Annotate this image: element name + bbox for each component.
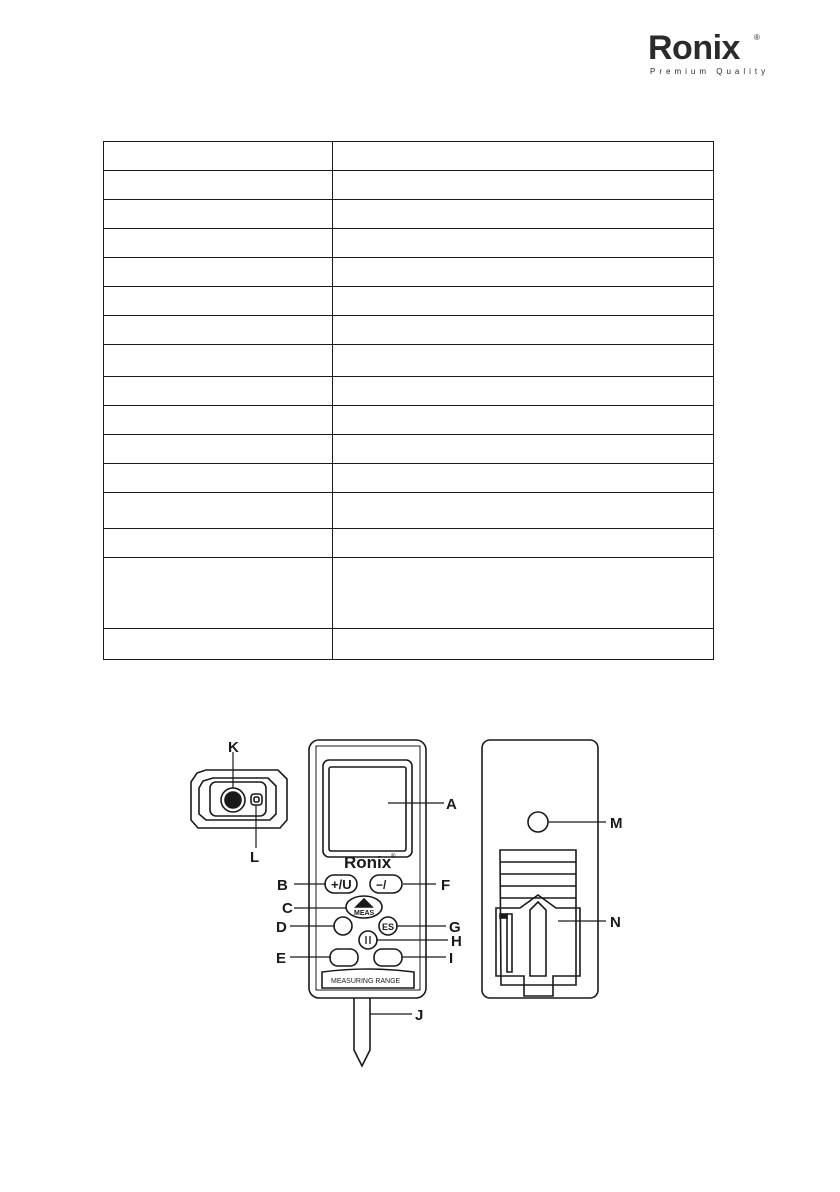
table-cell [333, 377, 714, 406]
table-cell [333, 345, 714, 377]
table-row [104, 435, 714, 464]
table-row [104, 464, 714, 493]
callout-n: N [610, 914, 621, 931]
es-label: ES [382, 922, 395, 932]
table-cell [104, 464, 333, 493]
callout-c: C [282, 900, 293, 917]
device-brand-mark: ® [391, 854, 396, 860]
table-row [104, 493, 714, 529]
callout-f: F [441, 877, 451, 894]
table-cell [104, 558, 333, 629]
device-brand: Ronix [344, 853, 392, 872]
callout-h: H [451, 933, 462, 950]
table-cell [333, 171, 714, 200]
table-cell [104, 142, 333, 171]
timer-button [334, 917, 352, 935]
table-cell [104, 629, 333, 660]
table-cell [333, 142, 714, 171]
table-cell [333, 287, 714, 316]
specification-table [103, 141, 714, 660]
brand-logo-wordmark: Ronix [648, 29, 740, 67]
function-button [330, 949, 358, 966]
battery-cover [496, 895, 580, 996]
table-row [104, 200, 714, 229]
table-row [104, 316, 714, 345]
callout-a: A [446, 796, 457, 813]
device-back-view [482, 740, 598, 998]
callout-e: E [276, 950, 287, 967]
brand-tagline: Premium Quality [650, 67, 770, 76]
device-front-view [309, 740, 426, 1066]
callout-k: K [228, 739, 239, 756]
callout-b: B [277, 877, 288, 894]
table-cell [104, 435, 333, 464]
power-button [359, 931, 377, 949]
table-cell [104, 345, 333, 377]
device-diagram [0, 700, 840, 1100]
table-cell [104, 200, 333, 229]
table-row [104, 258, 714, 287]
table-row [104, 629, 714, 660]
table-row [104, 558, 714, 629]
callout-l: L [250, 849, 260, 866]
table-cell [104, 493, 333, 529]
table-cell [104, 377, 333, 406]
table-row [104, 171, 714, 200]
table-cell [104, 529, 333, 558]
table-row [104, 529, 714, 558]
end-piece [354, 998, 370, 1066]
table-row [104, 377, 714, 406]
table-cell [333, 229, 714, 258]
table-row [104, 406, 714, 435]
display-screen [323, 760, 412, 857]
callout-m: M [610, 815, 623, 832]
table-cell [104, 229, 333, 258]
table-cell [104, 287, 333, 316]
table-cell [333, 493, 714, 529]
table-cell [333, 529, 714, 558]
table-row [104, 287, 714, 316]
callout-g: G [449, 919, 461, 936]
callout-d: D [276, 919, 287, 936]
plus-unit-label: +/U [331, 877, 352, 892]
table-cell [104, 316, 333, 345]
table-cell [333, 435, 714, 464]
table-cell [333, 200, 714, 229]
table-cell [104, 171, 333, 200]
minus-light-label: −/ [376, 878, 387, 892]
laser-lens-core [225, 792, 241, 808]
measuring-range-label: MEASURING RANGE [331, 978, 401, 985]
brand-registered-mark: ® [754, 33, 760, 42]
tripod-mount-icon [528, 812, 548, 832]
table-row [104, 229, 714, 258]
receiver-lens-icon [251, 794, 262, 805]
table-row [104, 345, 714, 377]
table-cell [333, 464, 714, 493]
table-cell [104, 406, 333, 435]
table-cell [333, 316, 714, 345]
meas-label: MEAS [354, 910, 375, 917]
device-top-view [191, 770, 287, 828]
table-cell [333, 406, 714, 435]
callout-i: I [449, 950, 454, 967]
table-cell [333, 629, 714, 660]
callout-j: J [415, 1007, 424, 1024]
table-cell [104, 258, 333, 287]
table-cell [333, 258, 714, 287]
table-cell [333, 558, 714, 629]
brand-logo [648, 30, 768, 80]
reference-button [374, 949, 402, 966]
table-row [104, 142, 714, 171]
